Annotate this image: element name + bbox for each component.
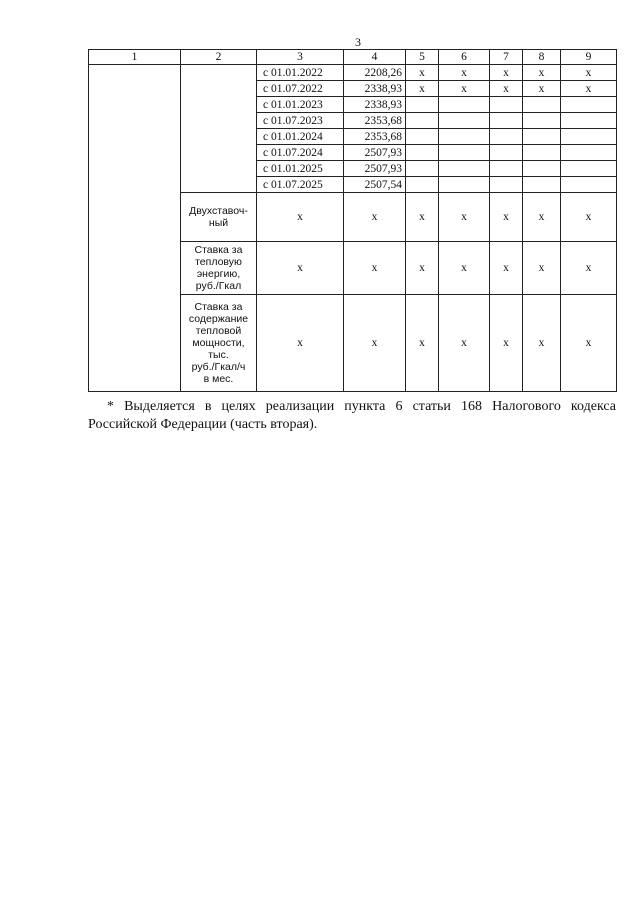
mark-cell: х xyxy=(344,193,406,242)
header-cell: 8 xyxy=(523,50,561,65)
tariff-value-cell: 2507,93 xyxy=(344,161,406,177)
mark-cell: х xyxy=(561,193,617,242)
period-cell: с 01.01.2024 xyxy=(257,129,344,145)
mark-cell xyxy=(406,177,439,193)
footnote: * Выделяется в целях реализации пункта 6 статьи 168 Налогового кодекса Российской Федерации (часть вторая). xyxy=(88,399,616,432)
rate-label-cell: Ставка за содержание тепловой мощности, тыс. руб./Гкал/ч в мес. xyxy=(181,295,257,392)
tariff-value-cell: 2208,26 xyxy=(344,65,406,81)
mark-cell: х xyxy=(406,295,439,392)
type-cell xyxy=(181,65,257,193)
rate-label-cell: Ставка за тепловую энергию, руб./Гкал xyxy=(181,242,257,295)
mark-cell: х xyxy=(490,193,523,242)
header-cell: 9 xyxy=(561,50,617,65)
mark-cell: х xyxy=(439,65,490,81)
mark-cell xyxy=(490,145,523,161)
mark-cell: х xyxy=(561,81,617,97)
mark-cell xyxy=(406,145,439,161)
mark-cell xyxy=(490,161,523,177)
mark-cell: х xyxy=(344,242,406,295)
mark-cell xyxy=(406,129,439,145)
mark-cell: х xyxy=(439,81,490,97)
period-cell: с 01.07.2025 xyxy=(257,177,344,193)
header-cell: 1 xyxy=(89,50,181,65)
tariff-value-cell: 2338,93 xyxy=(344,97,406,113)
tariff-value-cell: 2353,68 xyxy=(344,113,406,129)
mark-cell: х xyxy=(523,295,561,392)
mark-cell: х xyxy=(344,295,406,392)
mark-cell xyxy=(406,161,439,177)
mark-cell xyxy=(523,129,561,145)
tariff-value-cell: 2507,54 xyxy=(344,177,406,193)
mark-cell: х xyxy=(439,242,490,295)
mark-cell xyxy=(561,161,617,177)
header-cell: 7 xyxy=(490,50,523,65)
period-cell: с 01.07.2023 xyxy=(257,113,344,129)
mark-cell: х xyxy=(490,81,523,97)
period-cell: с 01.07.2022 xyxy=(257,81,344,97)
mark-cell xyxy=(561,129,617,145)
mark-cell: х xyxy=(257,295,344,392)
mark-cell xyxy=(490,129,523,145)
mark-cell: х xyxy=(257,193,344,242)
header-cell: 3 xyxy=(257,50,344,65)
tariff-value-cell: 2353,68 xyxy=(344,129,406,145)
tariff-value-cell: 2338,93 xyxy=(344,81,406,97)
mark-cell xyxy=(561,97,617,113)
mark-cell: х xyxy=(439,295,490,392)
header-cell: 4 xyxy=(344,50,406,65)
page-number: 3 xyxy=(355,35,361,49)
mark-cell xyxy=(406,113,439,129)
header-cell: 6 xyxy=(439,50,490,65)
mark-cell: х xyxy=(439,193,490,242)
mark-cell xyxy=(439,129,490,145)
mark-cell xyxy=(561,113,617,129)
tariff-table xyxy=(88,49,617,392)
mark-cell xyxy=(561,177,617,193)
mark-cell xyxy=(439,177,490,193)
mark-cell: х xyxy=(561,295,617,392)
period-cell: с 01.01.2022 xyxy=(257,65,344,81)
mark-cell xyxy=(490,113,523,129)
mark-cell: х xyxy=(406,193,439,242)
mark-cell: х xyxy=(523,65,561,81)
mark-cell xyxy=(523,145,561,161)
mark-cell xyxy=(490,97,523,113)
mark-cell: х xyxy=(490,242,523,295)
mark-cell: х xyxy=(406,81,439,97)
header-cell: 5 xyxy=(406,50,439,65)
mark-cell: х xyxy=(257,242,344,295)
table-header-row xyxy=(89,50,617,65)
mark-cell xyxy=(561,145,617,161)
header-cell: 2 xyxy=(181,50,257,65)
mark-cell: х xyxy=(490,65,523,81)
mark-cell: х xyxy=(523,242,561,295)
mark-cell xyxy=(523,177,561,193)
mark-cell xyxy=(523,113,561,129)
mark-cell: х xyxy=(561,65,617,81)
mark-cell xyxy=(490,177,523,193)
mark-cell: х xyxy=(523,193,561,242)
period-cell: с 01.07.2024 xyxy=(257,145,344,161)
tariff-value-cell: 2507,93 xyxy=(344,145,406,161)
mark-cell xyxy=(523,161,561,177)
table-row xyxy=(89,65,617,81)
mark-cell: х xyxy=(561,242,617,295)
group-cell xyxy=(89,65,181,392)
mark-cell: х xyxy=(490,295,523,392)
rate-label-cell: Двухставоч- ный xyxy=(181,193,257,242)
mark-cell xyxy=(439,145,490,161)
mark-cell: х xyxy=(406,65,439,81)
mark-cell xyxy=(439,97,490,113)
mark-cell: х xyxy=(406,242,439,295)
mark-cell xyxy=(439,161,490,177)
mark-cell xyxy=(523,97,561,113)
mark-cell xyxy=(406,97,439,113)
period-cell: с 01.01.2023 xyxy=(257,97,344,113)
mark-cell: х xyxy=(523,81,561,97)
period-cell: с 01.01.2025 xyxy=(257,161,344,177)
mark-cell xyxy=(439,113,490,129)
